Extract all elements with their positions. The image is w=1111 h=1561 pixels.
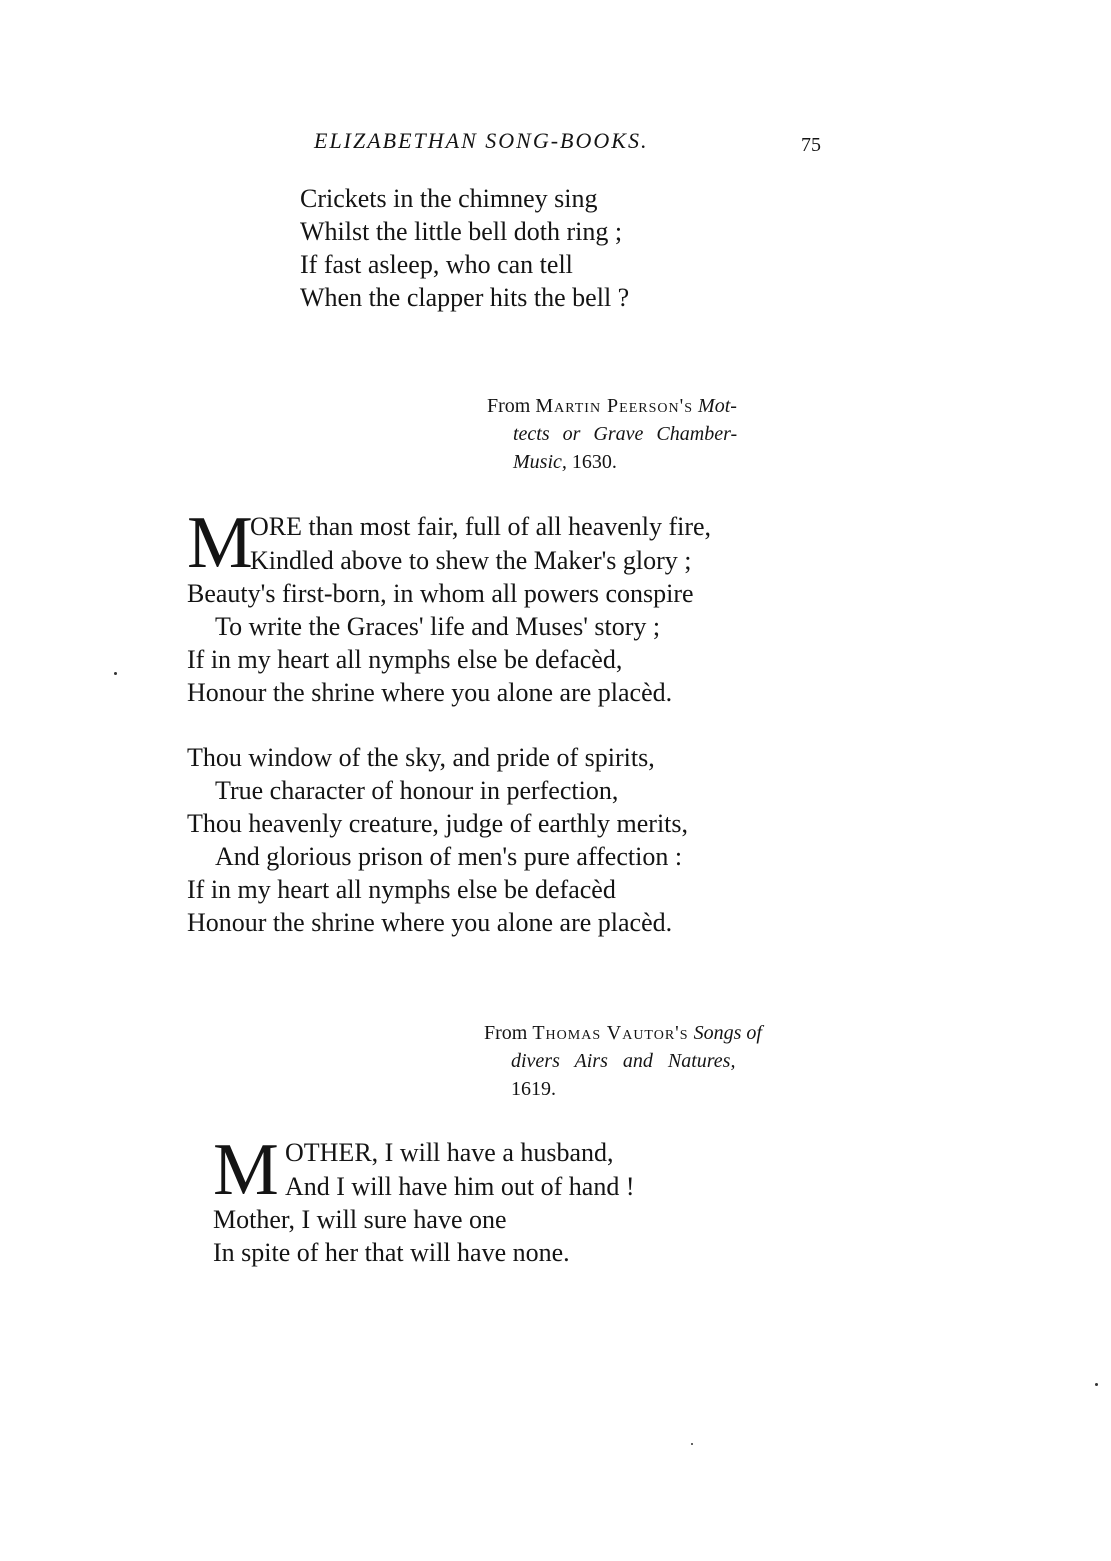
- verse-line: ORE than most fair, full of all heavenly fire,: [250, 512, 712, 541]
- scan-speck: [114, 672, 117, 675]
- attribution-vautor-line3: [511, 1076, 556, 1102]
- attribution-peerson-line1: [487, 393, 737, 419]
- attribution-vautor-line1: [484, 1020, 762, 1046]
- verse-line: Honour the shrine where you alone are placèd.: [187, 678, 673, 707]
- attribution-from: From: [484, 1022, 528, 1044]
- verse-line: If in my heart all nymphs else be defacèd: [187, 875, 616, 904]
- verse-line: In spite of her that will have none.: [213, 1238, 570, 1267]
- verse-line: True character of honour in perfection,: [215, 776, 619, 805]
- drop-cap: M: [213, 1129, 279, 1211]
- running-title: ELIZABETHAN SONG-BOOKS.: [314, 128, 649, 153]
- attribution-author: Martin Peerson's: [535, 395, 694, 417]
- verse-line: Beauty's first-born, in whom all powers conspire: [187, 579, 694, 608]
- scan-speck: [1095, 1383, 1098, 1386]
- verse-line: Crickets in the chimney sing: [300, 184, 598, 213]
- verse-line: And I will have him out of hand !: [285, 1172, 635, 1201]
- verse-line: Thou window of the sky, and pride of spirits,: [187, 743, 655, 772]
- attribution-year: 1619.: [511, 1078, 556, 1100]
- attribution-title: tects or Grave Chamber-: [513, 423, 738, 445]
- verse-line: And glorious prison of men's pure affection :: [215, 842, 683, 871]
- attribution-title: Songs of: [693, 1022, 762, 1044]
- verse-line: Mother, I will sure have one: [213, 1205, 507, 1234]
- attribution-author: Thomas Vautor's: [532, 1022, 689, 1044]
- attribution-from: From: [487, 395, 531, 417]
- attribution-title: Mot-: [698, 395, 737, 417]
- verse-line: If in my heart all nymphs else be defacèd,: [187, 645, 623, 674]
- verse-line: Kindled above to shew the Maker's glory ;: [250, 546, 692, 575]
- attribution-title: divers Airs and Natures,: [511, 1050, 736, 1072]
- verse-line: Whilst the little bell doth ring ;: [300, 217, 623, 246]
- verse-line: Thou heavenly creature, judge of earthly merits,: [187, 809, 689, 838]
- verse-line: OTHER, I will have a husband,: [285, 1138, 614, 1167]
- drop-cap: M: [187, 502, 253, 584]
- attribution-vautor-line2: [511, 1048, 735, 1074]
- verse-line: Honour the shrine where you alone are placèd.: [187, 908, 673, 937]
- verse-line: To write the Graces' life and Muses' story ;: [215, 612, 661, 641]
- attribution-peerson-line3: [513, 449, 617, 475]
- attribution-peerson-line2: [513, 421, 737, 447]
- scan-speck: [691, 1443, 693, 1445]
- verse-line: If fast asleep, who can tell: [300, 250, 573, 279]
- page-number: 75: [801, 134, 821, 156]
- verse-line: When the clapper hits the bell ?: [300, 283, 630, 312]
- attribution-title: Music,: [513, 451, 567, 473]
- attribution-year: 1630.: [571, 451, 617, 473]
